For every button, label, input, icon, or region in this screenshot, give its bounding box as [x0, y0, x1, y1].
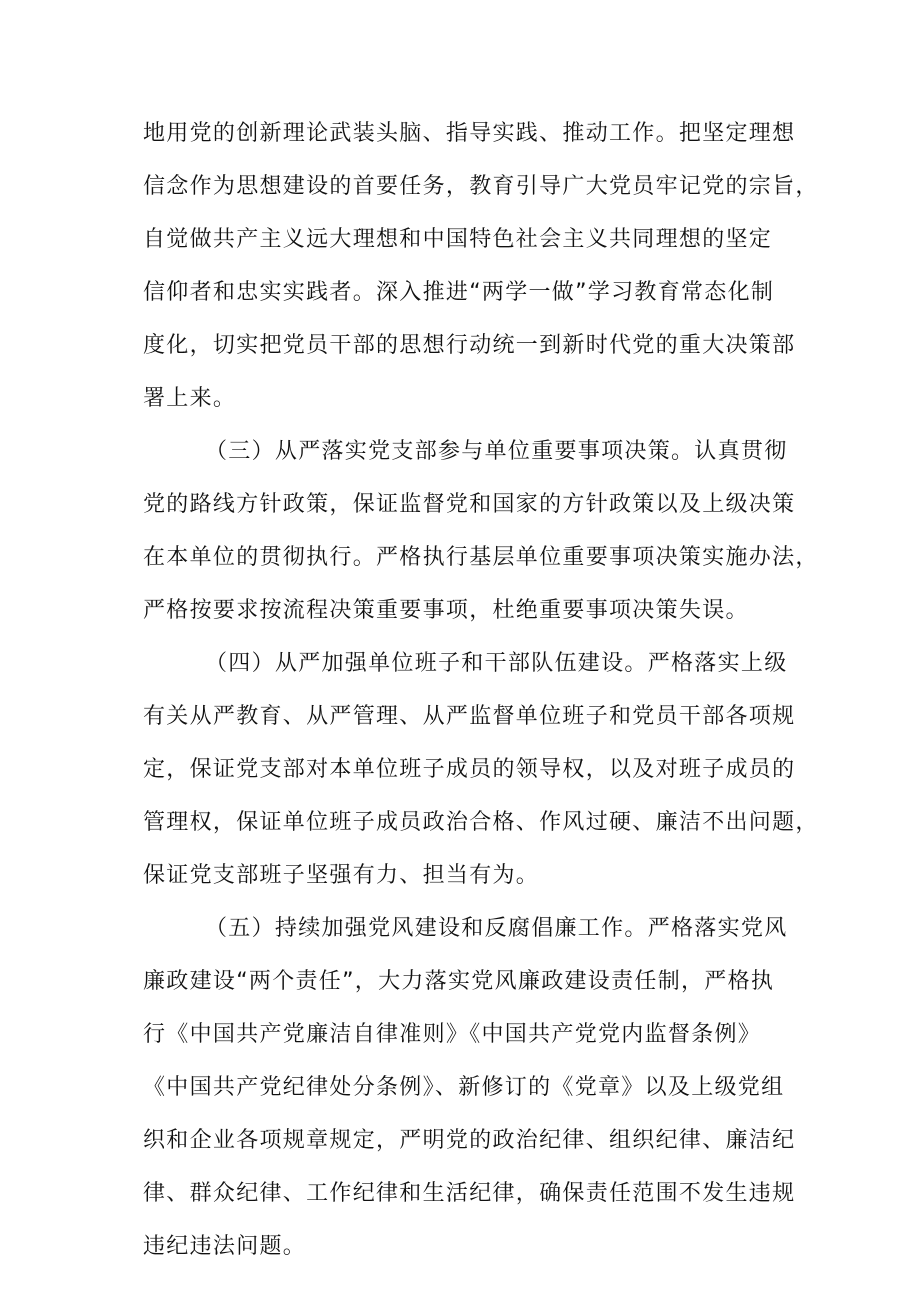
text-line: 在本单位的贯彻执行。严格执行基层单位重要事项决策实施办法，	[143, 545, 819, 570]
paragraph-continuation	[143, 107, 819, 425]
section-heading-line: （四）从严加强单位班子和干部队伍建设。严格落实上级	[205, 651, 788, 676]
text-line: 管理权，保证单位班子成员政治合格、作风过硬、廉洁不出问题，	[143, 810, 819, 835]
paragraph-section-3	[143, 425, 819, 637]
section-heading-line: （五）持续加强党风建设和反腐倡廉工作。严格落实党风	[205, 916, 788, 941]
text-line: 信仰者和忠实实践者。深入推进“两学一做”学习教育常态化制	[143, 280, 775, 305]
text-line: 党的路线方针政策，保证监督党和国家的方针政策以及上级决策	[143, 492, 796, 517]
paragraph-section-4	[143, 637, 819, 902]
document-body	[143, 107, 819, 1273]
text-line: 《中国共产党纪律处分条例》、新修订的《党章》以及上级党组	[143, 1075, 785, 1100]
text-line: 信念作为思想建设的首要任务，教育引导广大党员牢记党的宗旨，	[143, 174, 819, 199]
text-line: 严格按要求按流程决策重要事项，杜绝重要事项决策失误。	[143, 598, 749, 623]
text-line: 地用党的创新理论武装头脑、指导实践、推动工作。把坚定理想	[143, 121, 796, 146]
text-line: 署上来。	[143, 386, 237, 411]
text-line: 廉政建设“两个责任”，大力落实党风廉政建设责任制，严格执	[143, 969, 775, 994]
text-line: 定，保证党支部对本单位班子成员的领导权，以及对班子成员的	[143, 757, 796, 782]
section-heading-line: （三）从严落实党支部参与单位重要事项决策。认真贯彻	[205, 439, 788, 464]
text-line: 律、群众纪律、工作纪律和生活纪律，确保责任范围不发生违规	[143, 1181, 796, 1206]
text-line: 保证党支部班子坚强有力、担当有为。	[143, 863, 540, 888]
text-line: 织和企业各项规章规定，严明党的政治纪律、组织纪律、廉洁纪	[143, 1128, 796, 1153]
text-line: 行《中国共产党廉洁自律准则》《中国共产党党内监督条例》	[143, 1022, 762, 1047]
text-line: 违纪违法问题。	[143, 1234, 307, 1259]
paragraph-section-5	[143, 902, 796, 1273]
text-line: 自觉做共产主义远大理想和中国特色社会主义共同理想的坚定	[143, 227, 773, 252]
text-line: 有关从严教育、从严管理、从严监督单位班子和党员干部各项规	[143, 704, 796, 729]
text-line: 度化，切实把党员干部的思想行动统一到新时代党的重大决策部	[143, 333, 796, 358]
